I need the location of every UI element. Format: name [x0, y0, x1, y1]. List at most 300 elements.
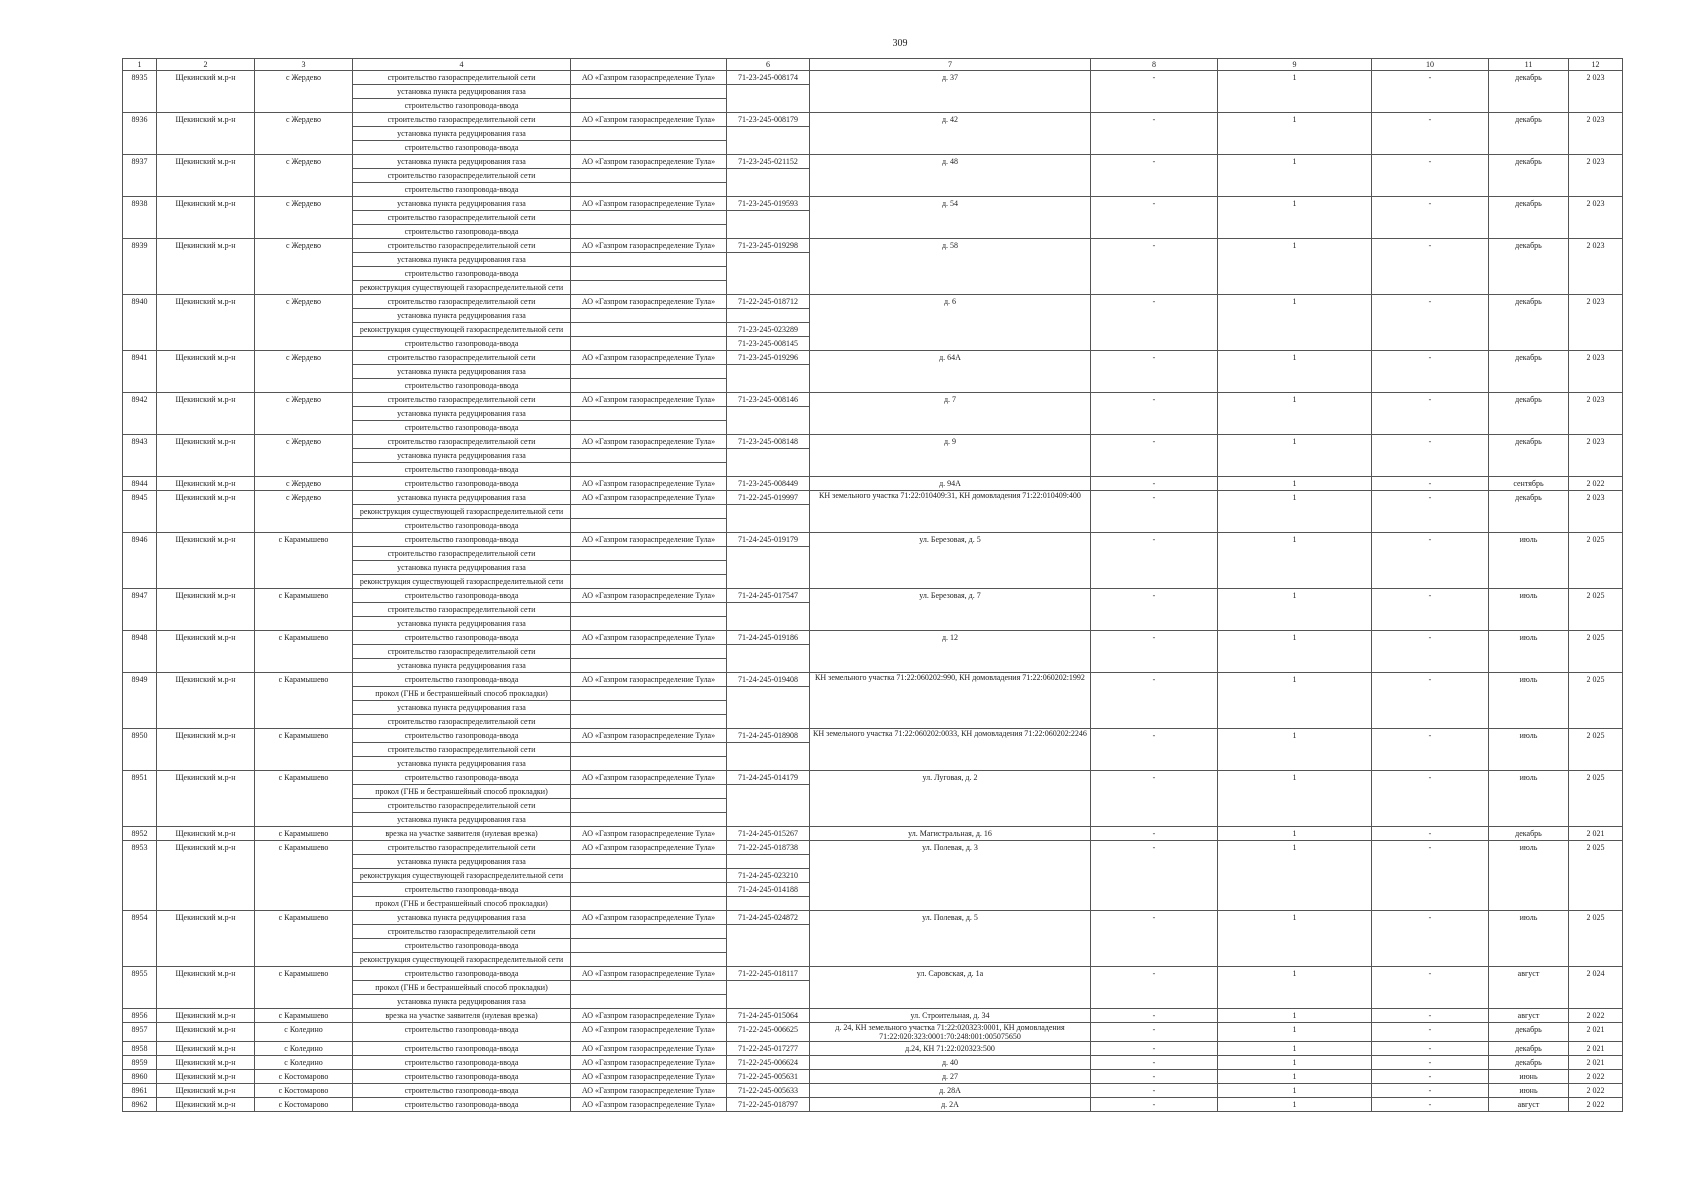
col9-cell: 1 [1218, 673, 1372, 729]
col10-cell: - [1372, 491, 1489, 533]
object-code-cell: 71-23-245-019296 [727, 351, 810, 365]
work-type-cell: врезка на участке заявителя (нулевая врезка) [353, 827, 571, 841]
village-cell: с Жердево [255, 393, 353, 435]
village-cell: с Жердево [255, 113, 353, 155]
col9-cell: 1 [1218, 841, 1372, 911]
col9-cell: 1 [1218, 631, 1372, 673]
address-cell: д. 54 [810, 197, 1091, 239]
district-cell: Щекинский м.р-н [157, 533, 255, 589]
work-type-cell: прокол (ГНБ и бестраншейный способ прокладки) [353, 785, 571, 799]
work-type-cell: установка пункта редуцирования газа [353, 813, 571, 827]
register-table [122, 58, 1623, 1112]
col8-cell: - [1091, 1084, 1218, 1098]
year-cell: 2 021 [1569, 827, 1623, 841]
col9-cell: 1 [1218, 71, 1372, 113]
address-cell: ул. Магистральная, д. 16 [810, 827, 1091, 841]
year-cell: 2 025 [1569, 631, 1623, 673]
col10-cell: - [1372, 1023, 1489, 1042]
col9-cell: 1 [1218, 393, 1372, 435]
record-number: 8942 [123, 393, 157, 435]
work-type-cell: установка пункта редуцирования газа [353, 561, 571, 575]
address-cell: КН земельного участка 71:22:010409:31, КН домовладения 71:22:010409:400 [810, 491, 1091, 533]
work-type-cell: строительство газопровода-ввода [353, 673, 571, 687]
organization-cell: АО «Газпром газораспределение Тула» [571, 155, 727, 169]
work-type-cell: установка пункта редуцирования газа [353, 659, 571, 673]
address-cell: д. 42 [810, 113, 1091, 155]
month-cell: июнь [1489, 1084, 1569, 1098]
organization-empty-cell [571, 813, 727, 827]
work-type-cell: установка пункта редуцирования газа [353, 995, 571, 1009]
work-type-cell: строительство газопровода-ввода [353, 519, 571, 533]
organization-cell: АО «Газпром газораспределение Тула» [571, 393, 727, 407]
col10-cell: - [1372, 295, 1489, 351]
work-type-cell: прокол (ГНБ и бестраншейный способ прокладки) [353, 687, 571, 701]
object-code-empty-cell [727, 253, 810, 295]
organization-empty-cell [571, 547, 727, 561]
year-cell: 2 025 [1569, 533, 1623, 589]
col10-cell: - [1372, 1098, 1489, 1112]
village-cell: с Коледино [255, 1042, 353, 1056]
work-type-cell: прокол (ГНБ и бестраншейный способ прокладки) [353, 897, 571, 911]
object-code-empty-cell [727, 645, 810, 673]
work-type-cell: строительство газораспределительной сети [353, 71, 571, 85]
village-cell: с Жердево [255, 491, 353, 533]
col10-cell: - [1372, 435, 1489, 477]
organization-empty-cell [571, 85, 727, 99]
year-cell: 2 022 [1569, 1070, 1623, 1084]
organization-cell: АО «Газпром газораспределение Тула» [571, 491, 727, 505]
work-type-cell: строительство газопровода-ввода [353, 267, 571, 281]
address-cell: д. 58 [810, 239, 1091, 295]
year-cell: 2 023 [1569, 393, 1623, 435]
col8-cell: - [1091, 1056, 1218, 1070]
address-cell: ул. Луговая, д. 2 [810, 771, 1091, 827]
organization-empty-cell [571, 897, 727, 911]
col9-cell: 1 [1218, 1009, 1372, 1023]
register-body [123, 59, 1623, 1112]
district-cell: Щекинский м.р-н [157, 729, 255, 771]
work-type-cell: строительство газопровода-ввода [353, 421, 571, 435]
object-code-empty-cell [727, 127, 810, 155]
object-code-cell [727, 855, 810, 869]
table-row [123, 1042, 1623, 1056]
col9-cell: 1 [1218, 827, 1372, 841]
col9-cell: 1 [1218, 239, 1372, 295]
organization-empty-cell [571, 379, 727, 393]
record-number: 8959 [123, 1056, 157, 1070]
table-row [123, 631, 1623, 645]
work-type-cell: строительство газопровода-ввода [353, 183, 571, 197]
col10-cell: - [1372, 351, 1489, 393]
organization-empty-cell [571, 337, 727, 351]
object-code-cell: 71-22-245-018712 [727, 295, 810, 309]
object-code-cell: 71-24-245-023210 [727, 869, 810, 883]
organization-cell: АО «Газпром газораспределение Тула» [571, 1023, 727, 1042]
work-type-cell: строительство газопровода-ввода [353, 1056, 571, 1070]
organization-cell: АО «Газпром газораспределение Тула» [571, 71, 727, 85]
organization-empty-cell [571, 309, 727, 323]
district-cell: Щекинский м.р-н [157, 631, 255, 673]
col10-cell: - [1372, 673, 1489, 729]
work-type-cell: реконструкция существующей газораспределительной сети [353, 953, 571, 967]
organization-empty-cell [571, 645, 727, 659]
work-type-cell: строительство газопровода-ввода [353, 533, 571, 547]
month-cell: декабрь [1489, 351, 1569, 393]
month-cell: июнь [1489, 1070, 1569, 1084]
col10-cell: - [1372, 113, 1489, 155]
village-cell: с Карамышево [255, 1009, 353, 1023]
village-cell: с Костомарово [255, 1070, 353, 1084]
work-type-cell: установка пункта редуцирования газа [353, 309, 571, 323]
organization-cell: АО «Газпром газораспределение Тула» [571, 589, 727, 603]
header-cell: 12 [1569, 59, 1623, 71]
work-type-cell: строительство газораспределительной сети [353, 547, 571, 561]
col8-cell: - [1091, 71, 1218, 113]
year-cell: 2 022 [1569, 477, 1623, 491]
village-cell: с Карамышево [255, 589, 353, 631]
address-cell: КН земельного участка 71:22:060202:990, КН домовладения 71:22:060202:1992 [810, 673, 1091, 729]
table-row [123, 435, 1623, 449]
organization-empty-cell [571, 141, 727, 155]
work-type-cell: установка пункта редуцирования газа [353, 911, 571, 925]
object-code-cell: 71-22-245-017277 [727, 1042, 810, 1056]
organization-cell: АО «Газпром газораспределение Тула» [571, 477, 727, 491]
district-cell: Щекинский м.р-н [157, 841, 255, 911]
column-number-header [123, 59, 1623, 71]
col10-cell: - [1372, 1056, 1489, 1070]
work-type-cell: реконструкция существующей газораспределительной сети [353, 505, 571, 519]
organization-cell: АО «Газпром газораспределение Тула» [571, 1070, 727, 1084]
address-cell: д. 2А [810, 1098, 1091, 1112]
col10-cell: - [1372, 239, 1489, 295]
district-cell: Щекинский м.р-н [157, 1070, 255, 1084]
organization-cell: АО «Газпром газораспределение Тула» [571, 435, 727, 449]
work-type-cell: строительство газопровода-ввода [353, 939, 571, 953]
organization-empty-cell [571, 463, 727, 477]
village-cell: с Жердево [255, 197, 353, 239]
table-row [123, 911, 1623, 925]
object-code-cell: 71-24-245-018908 [727, 729, 810, 743]
village-cell: с Карамышево [255, 911, 353, 967]
table-row [123, 673, 1623, 687]
year-cell: 2 023 [1569, 435, 1623, 477]
header-cell [571, 59, 727, 71]
record-number: 8948 [123, 631, 157, 673]
work-type-cell: установка пункта редуцирования газа [353, 757, 571, 771]
record-number: 8957 [123, 1023, 157, 1042]
table-row [123, 393, 1623, 407]
work-type-cell: строительство газопровода-ввода [353, 1098, 571, 1112]
header-cell: 7 [810, 59, 1091, 71]
col10-cell: - [1372, 1070, 1489, 1084]
year-cell: 2 025 [1569, 589, 1623, 631]
col10-cell: - [1372, 771, 1489, 827]
table-row [123, 841, 1623, 855]
col8-cell: - [1091, 1098, 1218, 1112]
organization-cell: АО «Газпром газораспределение Тула» [571, 295, 727, 309]
work-type-cell: строительство газораспределительной сети [353, 435, 571, 449]
object-code-empty-cell [727, 785, 810, 827]
organization-empty-cell [571, 785, 727, 799]
work-type-cell: реконструкция существующей газораспределительной сети [353, 869, 571, 883]
object-code-cell: 71-23-245-008449 [727, 477, 810, 491]
district-cell: Щекинский м.р-н [157, 155, 255, 197]
table-row [123, 1023, 1623, 1042]
object-code-cell: 71-23-245-019298 [727, 239, 810, 253]
work-type-cell: строительство газораспределительной сети [353, 925, 571, 939]
col9-cell: 1 [1218, 1070, 1372, 1084]
village-cell: с Карамышево [255, 827, 353, 841]
col10-cell: - [1372, 827, 1489, 841]
object-code-cell: 71-24-245-019408 [727, 673, 810, 687]
district-cell: Щекинский м.р-н [157, 239, 255, 295]
district-cell: Щекинский м.р-н [157, 1084, 255, 1098]
district-cell: Щекинский м.р-н [157, 491, 255, 533]
col8-cell: - [1091, 155, 1218, 197]
col8-cell: - [1091, 435, 1218, 477]
month-cell: декабрь [1489, 155, 1569, 197]
district-cell: Щекинский м.р-н [157, 393, 255, 435]
address-cell: ул. Саровская, д. 1а [810, 967, 1091, 1009]
record-number: 8950 [123, 729, 157, 771]
organization-empty-cell [571, 365, 727, 379]
col8-cell: - [1091, 1042, 1218, 1056]
object-code-empty-cell [727, 505, 810, 533]
village-cell: с Жердево [255, 477, 353, 491]
organization-empty-cell [571, 519, 727, 533]
col9-cell: 1 [1218, 1023, 1372, 1042]
header-cell: 4 [353, 59, 571, 71]
district-cell: Щекинский м.р-н [157, 197, 255, 239]
col8-cell: - [1091, 197, 1218, 239]
work-type-cell: строительство газораспределительной сети [353, 393, 571, 407]
object-code-empty-cell [727, 169, 810, 197]
object-code-cell: 71-22-245-018738 [727, 841, 810, 855]
col9-cell: 1 [1218, 491, 1372, 533]
year-cell: 2 023 [1569, 351, 1623, 393]
district-cell: Щекинский м.р-н [157, 589, 255, 631]
organization-empty-cell [571, 421, 727, 435]
village-cell: с Коледино [255, 1056, 353, 1070]
organization-cell: АО «Газпром газораспределение Тула» [571, 771, 727, 785]
district-cell: Щекинский м.р-н [157, 967, 255, 1009]
record-number: 8956 [123, 1009, 157, 1023]
object-code-empty-cell [727, 211, 810, 239]
organization-cell: АО «Газпром газораспределение Тула» [571, 911, 727, 925]
work-type-cell: строительство газораспределительной сети [353, 603, 571, 617]
col10-cell: - [1372, 71, 1489, 113]
object-code-cell: 71-23-245-021152 [727, 155, 810, 169]
object-code-cell: 71-22-245-006624 [727, 1056, 810, 1070]
col8-cell: - [1091, 533, 1218, 589]
object-code-cell: 71-23-245-023289 [727, 323, 810, 337]
record-number: 8937 [123, 155, 157, 197]
work-type-cell: прокол (ГНБ и бестраншейный способ прокладки) [353, 981, 571, 995]
header-cell: 1 [123, 59, 157, 71]
work-type-cell: строительство газопровода-ввода [353, 771, 571, 785]
table-row [123, 351, 1623, 365]
organization-cell: АО «Газпром газораспределение Тула» [571, 351, 727, 365]
object-code-cell: 71-23-245-019593 [727, 197, 810, 211]
organization-cell: АО «Газпром газораспределение Тула» [571, 197, 727, 211]
col9-cell: 1 [1218, 911, 1372, 967]
object-code-cell: 71-23-245-008174 [727, 71, 810, 85]
district-cell: Щекинский м.р-н [157, 1042, 255, 1056]
organization-empty-cell [571, 855, 727, 869]
col8-cell: - [1091, 1023, 1218, 1042]
month-cell: декабрь [1489, 113, 1569, 155]
organization-cell: АО «Газпром газораспределение Тула» [571, 827, 727, 841]
organization-cell: АО «Газпром газораспределение Тула» [571, 631, 727, 645]
work-type-cell: строительство газораспределительной сети [353, 715, 571, 729]
district-cell: Щекинский м.р-н [157, 71, 255, 113]
object-code-empty-cell [727, 365, 810, 393]
record-number: 8958 [123, 1042, 157, 1056]
organization-empty-cell [571, 575, 727, 589]
address-cell: ул. Строительная, д. 34 [810, 1009, 1091, 1023]
work-type-cell: установка пункта редуцирования газа [353, 197, 571, 211]
address-cell: д. 27 [810, 1070, 1091, 1084]
col8-cell: - [1091, 1070, 1218, 1084]
record-number: 8949 [123, 673, 157, 729]
organization-empty-cell [571, 925, 727, 939]
month-cell: август [1489, 1009, 1569, 1023]
object-code-empty-cell [727, 603, 810, 631]
work-type-cell: строительство газопровода-ввода [353, 1023, 571, 1042]
organization-empty-cell [571, 715, 727, 729]
organization-empty-cell [571, 127, 727, 141]
col8-cell: - [1091, 477, 1218, 491]
table-row [123, 729, 1623, 743]
year-cell: 2 021 [1569, 1042, 1623, 1056]
table-row [123, 827, 1623, 841]
record-number: 8945 [123, 491, 157, 533]
organization-empty-cell [571, 883, 727, 897]
district-cell: Щекинский м.р-н [157, 1056, 255, 1070]
organization-empty-cell [571, 701, 727, 715]
work-type-cell: строительство газораспределительной сети [353, 841, 571, 855]
year-cell: 2 025 [1569, 771, 1623, 827]
work-type-cell: реконструкция существующей газораспределительной сети [353, 575, 571, 589]
col10-cell: - [1372, 841, 1489, 911]
year-cell: 2 023 [1569, 197, 1623, 239]
district-cell: Щекинский м.р-н [157, 911, 255, 967]
object-code-cell: 71-24-245-015064 [727, 1009, 810, 1023]
object-code-empty-cell [727, 407, 810, 435]
year-cell: 2 022 [1569, 1084, 1623, 1098]
col8-cell: - [1091, 589, 1218, 631]
col8-cell: - [1091, 393, 1218, 435]
record-number: 8941 [123, 351, 157, 393]
organization-empty-cell [571, 939, 727, 953]
work-type-cell: установка пункта редуцирования газа [353, 407, 571, 421]
col10-cell: - [1372, 477, 1489, 491]
address-cell: д.24, КН 71:22:020323:500 [810, 1042, 1091, 1056]
object-code-empty-cell [727, 981, 810, 1009]
month-cell: декабрь [1489, 491, 1569, 533]
object-code-cell [727, 309, 810, 323]
village-cell: с Карамышево [255, 631, 353, 673]
month-cell: декабрь [1489, 827, 1569, 841]
address-cell: ул. Березовая, д. 7 [810, 589, 1091, 631]
address-cell: д. 6 [810, 295, 1091, 351]
header-cell: 3 [255, 59, 353, 71]
table-row [123, 967, 1623, 981]
work-type-cell: строительство газопровода-ввода [353, 141, 571, 155]
col10-cell: - [1372, 197, 1489, 239]
month-cell: июль [1489, 729, 1569, 771]
address-cell: д. 40 [810, 1056, 1091, 1070]
record-number: 8947 [123, 589, 157, 631]
table-row [123, 771, 1623, 785]
object-code-cell: 71-24-245-014188 [727, 883, 810, 897]
address-cell: д. 24, КН земельного участка 71:22:020323:0001, КН домовладения 71:22:020:323:0001:70:248:001:005075650 [810, 1023, 1091, 1042]
year-cell: 2 023 [1569, 491, 1623, 533]
village-cell: с Жердево [255, 435, 353, 477]
col9-cell: 1 [1218, 113, 1372, 155]
record-number: 8961 [123, 1084, 157, 1098]
record-number: 8955 [123, 967, 157, 1009]
object-code-empty-cell [727, 743, 810, 771]
work-type-cell: строительство газораспределительной сети [353, 645, 571, 659]
month-cell: декабрь [1489, 71, 1569, 113]
year-cell: 2 023 [1569, 155, 1623, 197]
table-row [123, 113, 1623, 127]
object-code-cell: 71-22-245-005631 [727, 1070, 810, 1084]
year-cell: 2 022 [1569, 1009, 1623, 1023]
object-code-cell: 71-24-245-019186 [727, 631, 810, 645]
district-cell: Щекинский м.р-н [157, 351, 255, 393]
month-cell: июль [1489, 631, 1569, 673]
district-cell: Щекинский м.р-н [157, 1009, 255, 1023]
month-cell: декабрь [1489, 197, 1569, 239]
record-number: 8954 [123, 911, 157, 967]
organization-empty-cell [571, 757, 727, 771]
year-cell: 2 025 [1569, 841, 1623, 911]
record-number: 8962 [123, 1098, 157, 1112]
work-type-cell: строительство газопровода-ввода [353, 1084, 571, 1098]
address-cell: д. 9 [810, 435, 1091, 477]
organization-empty-cell [571, 211, 727, 225]
year-cell: 2 023 [1569, 295, 1623, 351]
year-cell: 2 023 [1569, 239, 1623, 295]
object-code-empty-cell [727, 925, 810, 967]
object-code-empty-cell [727, 449, 810, 477]
district-cell: Щекинский м.р-н [157, 113, 255, 155]
district-cell: Щекинский м.р-н [157, 827, 255, 841]
work-type-cell: реконструкция существующей газораспределительной сети [353, 281, 571, 295]
object-code-cell: 71-24-245-017547 [727, 589, 810, 603]
col9-cell: 1 [1218, 1056, 1372, 1070]
record-number: 8951 [123, 771, 157, 827]
address-cell: КН земельного участка 71:22:060202:0033, КН домовладения 71:22:060202:2246 [810, 729, 1091, 771]
organization-cell: АО «Газпром газораспределение Тула» [571, 673, 727, 687]
work-type-cell: строительство газораспределительной сети [353, 169, 571, 183]
address-cell: д. 94А [810, 477, 1091, 491]
col8-cell: - [1091, 491, 1218, 533]
month-cell: декабрь [1489, 239, 1569, 295]
village-cell: с Жердево [255, 351, 353, 393]
object-code-cell: 71-24-245-014179 [727, 771, 810, 785]
work-type-cell: строительство газопровода-ввода [353, 463, 571, 477]
col10-cell: - [1372, 1042, 1489, 1056]
object-code-cell [727, 897, 810, 911]
district-cell: Щекинский м.р-н [157, 1023, 255, 1042]
col8-cell: - [1091, 911, 1218, 967]
address-cell: ул. Березовая, д. 5 [810, 533, 1091, 589]
village-cell: с Карамышево [255, 771, 353, 827]
village-cell: с Жердево [255, 239, 353, 295]
